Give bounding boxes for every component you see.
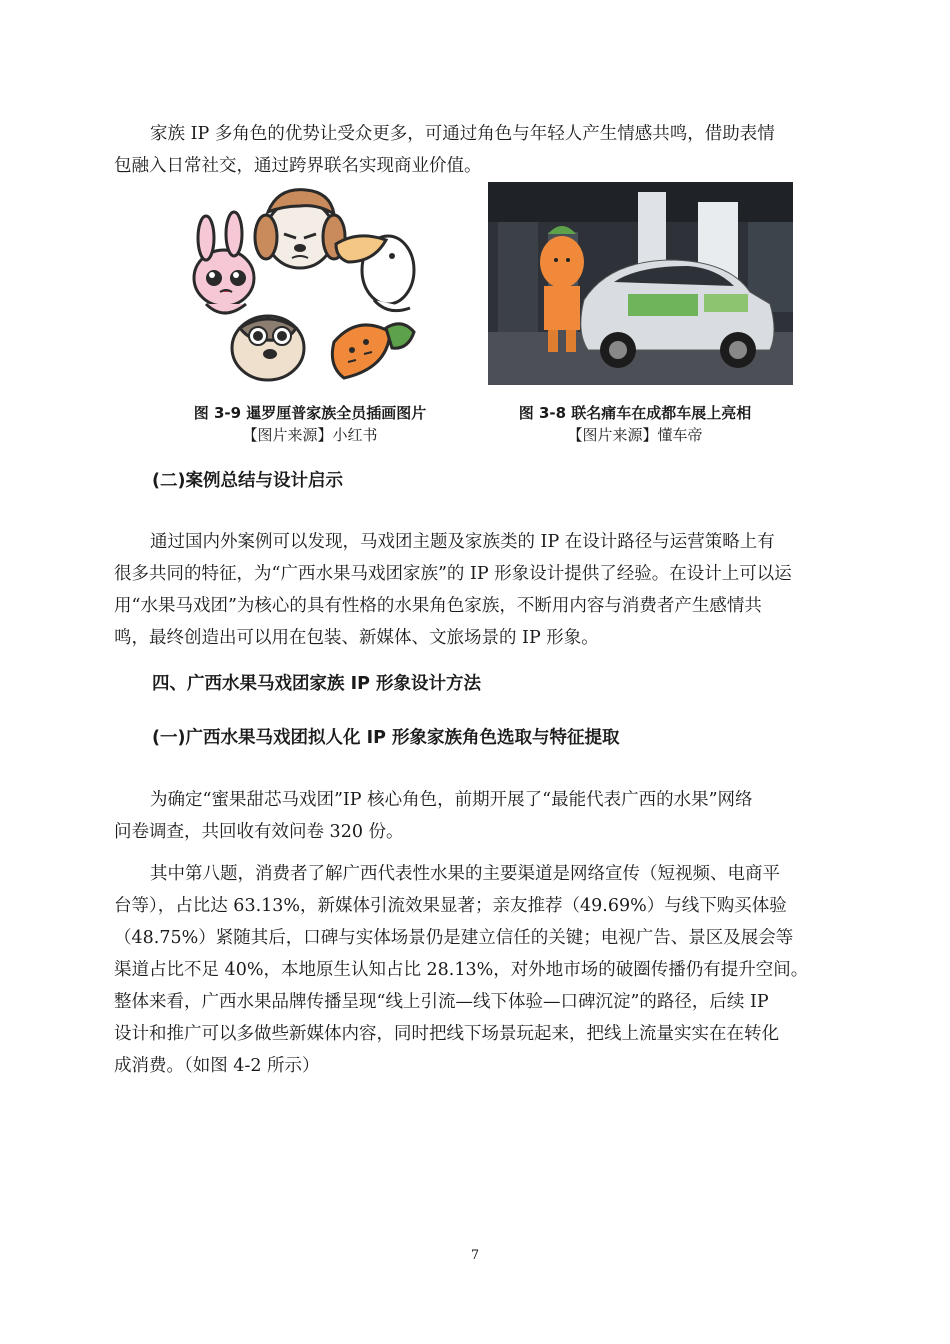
- analysis-line-3: （48.75%）紧随其后，口碑与实体场景仍是建立信任的关键；电视广告、景区及展会等: [114, 928, 794, 948]
- analysis-line-5: 整体来看，广西水果品牌传播呈现“线上引流—线下体验—口碑沉淀”的路径，后续 IP: [114, 992, 769, 1012]
- character-family-illustration: [188, 182, 420, 392]
- pug-character: [232, 316, 304, 380]
- intro-line-1: 家族 IP 多角色的优势让受众更多，可通过角色与年轻人产生情感共鸣，借助表情: [150, 124, 775, 144]
- analysis-line-7: 成消费。（如图 4-2 所示）: [114, 1056, 320, 1076]
- summary-line-4: 鸣，最终创造出可以用在包装、新媒体、文旅场景的 IP 形象。: [114, 628, 599, 648]
- summary-paragraph: [114, 526, 838, 654]
- figure-caption-3-8: [485, 402, 785, 446]
- chapter-heading: 四、广西水果马戏团家族 IP 形象设计方法: [152, 674, 482, 694]
- duck-character: [336, 236, 414, 311]
- summary-line-1: 通过国内外案例可以发现，马戏团主题及家族类的 IP 在设计路径与运营策略上有: [150, 532, 775, 552]
- survey-line-2: 问卷调查，共回收有效问卷 320 份。: [114, 822, 404, 842]
- caption-title: 图 3-8 联名痛车在成都车展上亮相: [518, 404, 752, 422]
- figure-caption-3-9: [160, 402, 460, 446]
- caption-source: 【图片来源】小红书: [242, 426, 378, 444]
- subsection-heading: (一)广西水果马戏团拟人化 IP 形象家族角色选取与特征提取: [152, 728, 620, 748]
- caption-source: 【图片来源】懂车帝: [567, 426, 703, 444]
- analysis-line-6: 设计和推广可以多做些新媒体内容，同时把线下场景玩起来，把线上流量实实在在转化: [114, 1024, 779, 1044]
- car-show-photo: [488, 182, 793, 385]
- analysis-line-1: 其中第八题，消费者了解广西代表性水果的主要渠道是网络宣传（短视频、电商平: [150, 864, 780, 884]
- summary-line-2: 很多共同的特征，为“广西水果马戏团家族”的 IP 形象设计提供了经验。在设计上可以运: [114, 564, 792, 584]
- summary-line-3: 用“水果马戏团”为核心的具有性格的水果角色家族，不断用内容与消费者产生感情共: [114, 596, 762, 616]
- section-heading: (二)案例总结与设计启示: [152, 471, 343, 491]
- rabbit-character: [194, 212, 254, 313]
- page-number: 7: [470, 1248, 480, 1263]
- caption-title: 图 3-9 暹罗厘普家族全员插画图片: [193, 404, 427, 422]
- intro-paragraph: [114, 118, 838, 182]
- intro-line-2: 包融入日常社交，通过跨界联名实现商业价值。: [114, 156, 482, 176]
- survey-paragraph: [114, 784, 838, 848]
- survey-line-1: 为确定“蜜果甜芯马戏团”IP 核心角色，前期开展了“最能代表广西的水果”网络: [150, 790, 753, 810]
- carrot-character: [332, 324, 414, 378]
- analysis-line-4: 渠道占比不足 40%，本地原生认知占比 28.13%，对外地市场的破圈传播仍有提升空间。: [114, 960, 809, 980]
- analysis-paragraph: [114, 858, 838, 1082]
- analysis-line-2: 台等），占比达 63.13%，新媒体引流效果显著；亲友推荐（49.69%）与线下购买体验: [114, 896, 787, 916]
- dog-character: [255, 190, 345, 268]
